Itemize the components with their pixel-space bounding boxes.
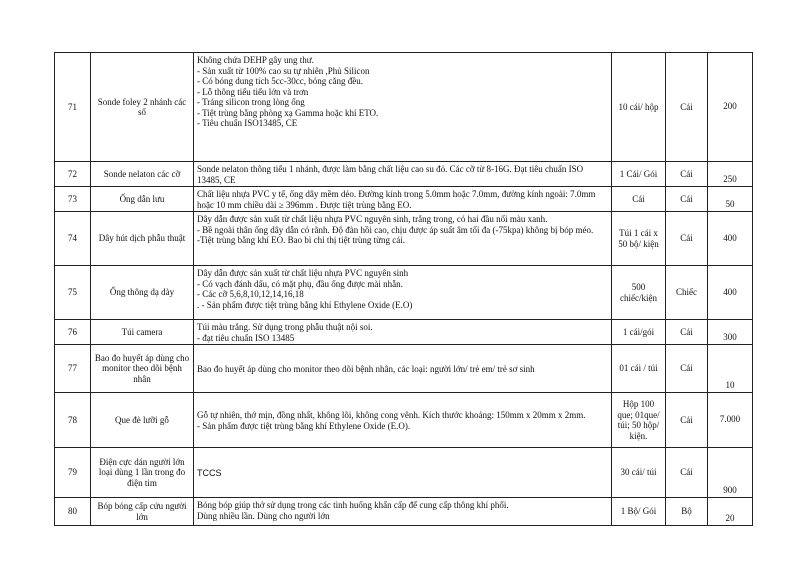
item-name: Bóp bóng cấp cứu người lớn bbox=[91, 498, 194, 526]
description-line: . - Sản phẩm được tiệt trùng bằng khí Ethylene Oxide (E.O) bbox=[197, 299, 413, 310]
item-name: Dây hút dịch phẫu thuật bbox=[91, 212, 194, 266]
table-row bbox=[55, 345, 753, 393]
row-number: 71 bbox=[55, 53, 91, 162]
description-line: - Sản phẩm được tiệt trùng bằng khí Ethylene Oxide (E.O). bbox=[197, 420, 411, 431]
item-name: Điện cực dán người lớn loại dùng 1 lần trong đo điện tim bbox=[91, 448, 194, 498]
item-description bbox=[194, 498, 612, 526]
unit: Cái bbox=[666, 212, 708, 266]
row-number: 79 bbox=[55, 448, 91, 498]
description-line: - Tráng silicon trong lòng ống bbox=[197, 97, 305, 107]
quantity: 400 bbox=[708, 266, 753, 320]
unit: Cái bbox=[666, 53, 708, 162]
item-name: Ống dẫn lưu bbox=[91, 187, 194, 212]
unit: Cái bbox=[666, 320, 708, 345]
description-line: - Tiệt trùng bằng phòng xạ Gamma hoặc khí ETO. bbox=[197, 107, 379, 118]
packaging-spec: 30 cái/ túi bbox=[612, 448, 666, 498]
item-description bbox=[194, 212, 612, 266]
equipment-table-body bbox=[55, 53, 753, 526]
unit: Cái bbox=[666, 448, 708, 498]
table-row bbox=[55, 162, 753, 187]
table-row bbox=[55, 498, 753, 526]
description-line: - Bề ngoài thân ống dây dẫn có rãnh. Độ đàn hồi cao, chịu được áp suất âm tối đa (-75kpa) không bị bóp méo. bbox=[197, 224, 594, 235]
item-description bbox=[194, 393, 612, 448]
description-line: Túi màu trắng. Sử dụng trong phẫu thuật nội soi. bbox=[197, 322, 373, 332]
description-line: - Có bóng dung tích 5cc-30cc, bóng căng đều. bbox=[197, 76, 363, 86]
item-description: Sonde nelaton thông tiểu 1 nhánh, được làm bằng chất liệu cao su đỏ. Các cỡ từ 8-16G. Đạt tiêu chuẩn ISO 13485, CE bbox=[194, 162, 612, 187]
item-name: Bao đo huyết áp dùng cho monitor theo dõi bệnh nhân bbox=[91, 345, 194, 393]
quantity: 900 bbox=[708, 448, 753, 498]
description-line: Dùng nhiều lần. Dùng cho người lớn bbox=[197, 510, 330, 521]
row-number: 80 bbox=[55, 498, 91, 526]
description-line: - Tiêu chuẩn ISO13485, CE bbox=[197, 118, 298, 128]
table-row bbox=[55, 187, 753, 212]
item-description bbox=[194, 53, 612, 162]
packaging-spec: 1 Cái/ Gói bbox=[612, 162, 666, 187]
row-number: 74 bbox=[55, 212, 91, 266]
packaging-spec: Hộp 100 que; 01que/ túi; 50 hộp/ kiện. bbox=[612, 393, 666, 448]
equipment-table bbox=[54, 52, 753, 526]
quantity: 10 bbox=[708, 345, 753, 393]
item-description: Bao đo huyết áp dùng cho monitor theo dõi bệnh nhân, các loại: người lớn/ trẻ em/ trẻ sơ sinh bbox=[194, 345, 612, 393]
packaging-spec: 1 Bộ/ Gói bbox=[612, 498, 666, 526]
unit: Cái bbox=[666, 187, 708, 212]
quantity: 50 bbox=[708, 187, 753, 212]
packaging-spec: Cái bbox=[612, 187, 666, 212]
description-line: - Sản xuất từ 100% cao su tự nhiên ,Phủ Silicon bbox=[197, 65, 370, 76]
unit: Chiếc bbox=[666, 266, 708, 320]
quantity: 200 bbox=[708, 53, 753, 162]
description-line: - Có vạch đánh dấu, có mặt phụ, đầu ống được mài nhẵn. bbox=[197, 278, 403, 289]
quantity: 250 bbox=[708, 162, 753, 187]
item-description: TCCS bbox=[194, 448, 612, 498]
quantity: 400 bbox=[708, 212, 753, 266]
row-number: 76 bbox=[55, 320, 91, 345]
quantity: 7.000 bbox=[708, 393, 753, 448]
table-row bbox=[55, 448, 753, 498]
packaging-spec: 10 cái/ hộp bbox=[612, 53, 666, 162]
table-row bbox=[55, 320, 753, 345]
item-description: Chất liệu nhựa PVC y tế, ống dây mềm dẻo. Đường kính trong 5.0mm hoặc 7.0mm, đường kính ngoài: 7.0mm hoặc 10 mm chiều dài ≥ 396mm . Được tiệt trùng bằng EO. bbox=[194, 187, 612, 212]
item-name: Túi camera bbox=[91, 320, 194, 345]
description-line: -Tiệt trùng bằng khí EO. Bao bì chỉ thị tiệt trùng từng cái. bbox=[197, 235, 406, 245]
packaging-spec: 1 cái/gói bbox=[612, 320, 666, 345]
item-description bbox=[194, 320, 612, 345]
description-line: - đạt tiêu chuẩn ISO 13485 bbox=[197, 332, 295, 343]
unit: Cái bbox=[666, 345, 708, 393]
quantity: 300 bbox=[708, 320, 753, 345]
unit: Cái bbox=[666, 162, 708, 187]
row-number: 78 bbox=[55, 393, 91, 448]
table-row bbox=[55, 53, 753, 162]
row-number: 72 bbox=[55, 162, 91, 187]
table-row bbox=[55, 393, 753, 448]
unit: Bộ bbox=[666, 498, 708, 526]
item-name: Sonde foley 2 nhánh các số bbox=[91, 53, 194, 162]
table-row bbox=[55, 266, 753, 320]
quantity: 20 bbox=[708, 498, 753, 526]
description-line: Dây dẫn được sản xuất từ chất liệu nhựa PVC nguyên sinh bbox=[197, 268, 409, 278]
packaging-spec: 01 cái / túi bbox=[612, 345, 666, 393]
description-line: - Các cỡ 5,6,8,10,12,14,16,18 bbox=[197, 289, 304, 299]
packaging-spec: Túi 1 cái x 50 bộ/ kiện bbox=[612, 212, 666, 266]
description-line: Gỗ tự nhiên, thớ mịn, đồng nhất, không lõi, không cong vênh. Kích thước khoảng: 150mm x 20mm x 2mm. bbox=[197, 410, 586, 420]
row-number: 73 bbox=[55, 187, 91, 212]
item-name: Sonde nelaton các cỡ bbox=[91, 162, 194, 187]
row-number: 77 bbox=[55, 345, 91, 393]
packaging-spec: 500 chiếc/kiện bbox=[612, 266, 666, 320]
item-name: Ống thông dạ dày bbox=[91, 266, 194, 320]
description-line: Dây dẫn được sản xuất từ chất liệu nhựa PVC nguyên sinh, trắng trong, có hai đầu nối màu xanh. bbox=[197, 214, 548, 224]
description-line: Bóng bóp giúp thở sử dụng trong các tình huống khẩn cấp để cung cấp thông khí phổi. bbox=[197, 500, 509, 510]
item-name: Que đè lưỡi gỗ bbox=[91, 393, 194, 448]
item-description bbox=[194, 266, 612, 320]
row-number: 75 bbox=[55, 266, 91, 320]
table-row bbox=[55, 212, 753, 266]
description-line: - Lỗ thông tiểu tiểu lớn và trơn bbox=[197, 86, 309, 97]
description-line: Không chứa DEHP gây ung thư. bbox=[197, 55, 314, 65]
unit: Cái bbox=[666, 393, 708, 448]
